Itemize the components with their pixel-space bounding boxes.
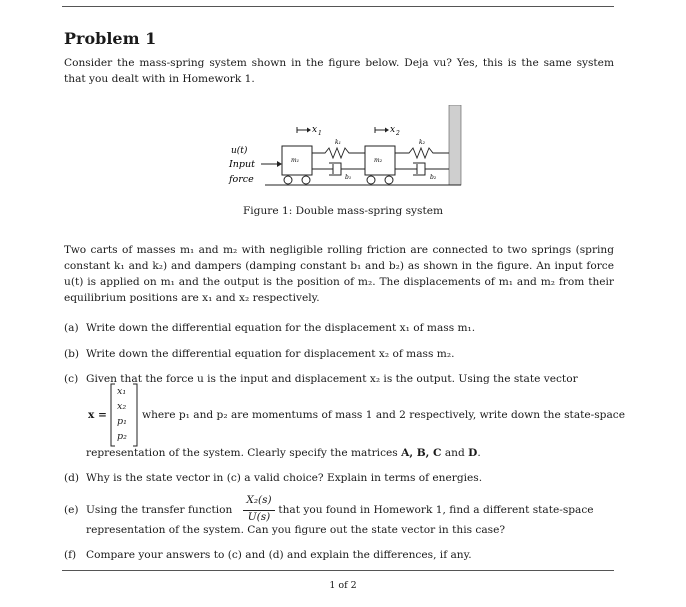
vec-entry-p2: p₂ (117, 431, 127, 442)
transfer-denominator: U(s) (247, 511, 271, 523)
item-f-text: Compare your answers to (c) and (d) and explain the differences, if any. (86, 549, 472, 561)
item-d (64, 470, 614, 486)
item-f (64, 547, 614, 563)
description-paragraph: Two carts of masses m₁ and m₂ with negligible rolling friction are connected to two springs (spring constant k₁ and k₂) and dampers (damping constant b₁ and b₂) as shown in the figure. An input force u(t) is applied on m₁ and the output is the position of m₂. The displacements of m₁ and m₂ from their equilibrium positions are x₁ and x₂ respectively. (64, 244, 614, 304)
item-a (64, 320, 614, 336)
item-b-text: Write down the differential equation for displacement x₂ of mass m₂. (86, 348, 455, 360)
k1-label: k₁ (335, 139, 342, 146)
item-a-text: Write down the differential equation for the displacement x₁ of mass m₁. (86, 322, 476, 334)
x2-sub: 2 (396, 130, 400, 137)
x1-sub: 1 (318, 130, 322, 137)
item-e-label: (e) (64, 504, 79, 516)
item-c-and: and (444, 447, 465, 459)
item-c (64, 371, 614, 387)
input-u-label: u(t) (231, 146, 248, 156)
top-rule (62, 6, 614, 7)
item-b-label: (b) (64, 348, 80, 360)
mass-spring-figure (225, 105, 465, 190)
item-d-label: (d) (64, 472, 80, 484)
b2-label: b₂ (430, 174, 437, 181)
b1-label: b₁ (345, 174, 352, 181)
item-c-matrix-d: D (468, 447, 478, 459)
item-e (64, 502, 614, 518)
item-c-matrices: A, B, C (401, 447, 442, 459)
transfer-numerator: X₂(s) (246, 494, 272, 506)
input-label: Input (229, 159, 255, 170)
item-e-tail: representation of the system. Can you figure out the state vector in this case? (86, 524, 506, 536)
state-vector-description: where p₁ and p₂ are momentums of mass 1 and 2 respectively, write down the state-space (142, 409, 625, 421)
m1-label: m₁ (291, 157, 300, 164)
m2-label: m₂ (374, 157, 383, 164)
vec-entry-x2: x₂ (117, 401, 127, 412)
k2-label: k₂ (419, 139, 426, 146)
problem-title: Problem 1 (64, 29, 157, 48)
x2-label: x (390, 125, 396, 135)
item-c-tail (86, 445, 614, 461)
vec-entry-x1: x₁ (117, 386, 127, 397)
force-label: force (229, 174, 254, 185)
page-number: 1 of 2 (329, 580, 357, 591)
vec-entry-p1: p₁ (117, 416, 127, 427)
item-c-text: Given that the force u is the input and displacement x₂ is the output. Using the state vector (86, 373, 578, 385)
intro-paragraph: Consider the mass-spring system shown in the figure below. Deja vu? Yes, this is the same system that you dealt with in Homework 1. (64, 57, 614, 85)
item-e-text-post: that you found in Homework 1, find a different state-space (278, 504, 594, 516)
figure-caption: Figure 1: Double mass-spring system (242, 205, 444, 217)
item-c-end: . (477, 447, 481, 459)
bottom-rule (62, 570, 614, 571)
item-d-text: Why is the state vector in (c) a valid choice? Explain in terms of energies. (86, 472, 483, 484)
item-c-label: (c) (64, 373, 79, 385)
state-vector-symbol: x = (88, 409, 107, 421)
item-c-tail-text: representation of the system. Clearly specify the matrices (86, 447, 398, 459)
item-f-label: (f) (64, 549, 77, 561)
item-b (64, 346, 614, 362)
item-a-label: (a) (64, 322, 79, 334)
x1-label: x (312, 125, 318, 135)
item-e-text-pre: Using the transfer function (86, 504, 233, 516)
